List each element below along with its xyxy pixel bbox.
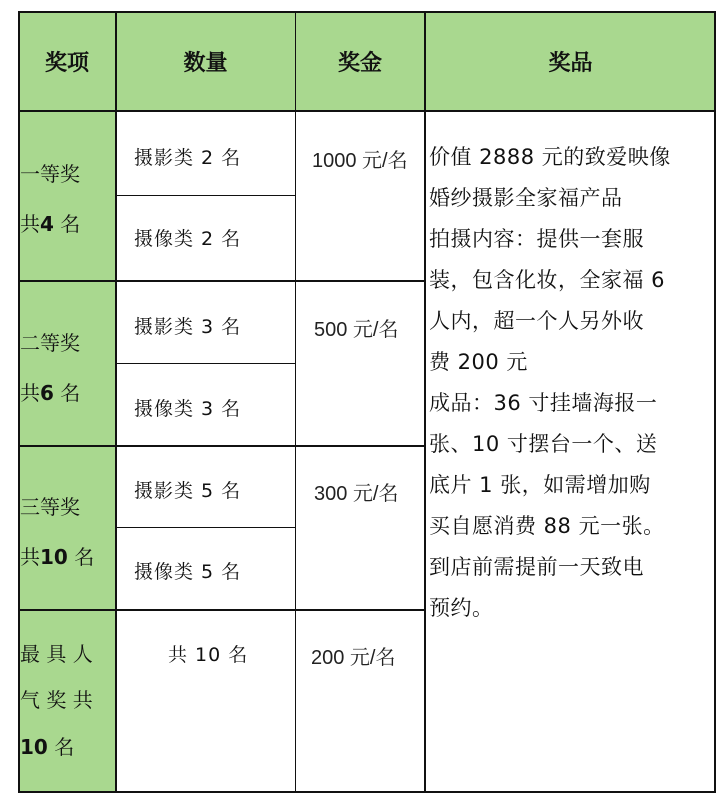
prize-line: 费 200 元 [429, 350, 528, 374]
quantity-photo-third: 摄影类 5 名 [134, 480, 242, 502]
quantity-photo-first: 摄影类 2 名 [134, 147, 242, 169]
award-count-second: 共6 名 [20, 381, 81, 405]
award-cell-third [18, 446, 116, 610]
prize-line: 人内，超一个人另外收 [429, 309, 644, 333]
prize-line: 拍摄内容：提供一套服 [429, 227, 644, 251]
prize-line: 婚纱摄影全家福产品 [429, 186, 623, 210]
header-award: 奖项 [18, 11, 116, 111]
amount-third: 300 元/名 [314, 483, 399, 505]
prize-description [429, 137, 671, 629]
amount-first: 1000 元/名 [312, 150, 408, 172]
header-bonus: 奖金 [295, 11, 425, 111]
prize-line: 成品：36 寸挂墙海报一 [429, 391, 658, 415]
prize-line: 张、10 寸摆台一个、送 [429, 432, 658, 456]
award-name-second: 二等奖 [20, 331, 80, 355]
quantity-video-first: 摄像类 2 名 [134, 228, 242, 250]
award-name-first: 一等奖 [20, 162, 80, 186]
prize-line: 预约。 [429, 596, 494, 620]
award-count-third: 共10 名 [20, 545, 95, 569]
quantity-popular: 共 10 名 [168, 644, 249, 666]
award-name-third: 三等奖 [20, 495, 80, 519]
prize-line: 价值 2888 元的致爱映像 [429, 145, 671, 169]
award-name-popular-line2: 气 奖 共 [20, 688, 93, 712]
award-name-popular-line1: 最 具 人 [20, 642, 93, 666]
header-quantity: 数量 [116, 11, 295, 111]
award-cell-first [18, 111, 116, 281]
amount-popular: 200 元/名 [311, 647, 396, 669]
quantity-photo-second: 摄影类 3 名 [134, 316, 242, 338]
header-prize: 奖品 [425, 11, 716, 111]
prize-line: 装，包含化妆，全家福 6 [429, 268, 666, 292]
prize-line: 买自愿消费 88 元一张。 [429, 514, 665, 538]
award-count-popular: 10 名 [20, 735, 75, 759]
award-count-first: 共4 名 [20, 212, 81, 236]
amount-second: 500 元/名 [314, 319, 399, 341]
prize-table [18, 11, 716, 793]
quantity-video-third: 摄像类 5 名 [134, 561, 242, 583]
quantity-video-second: 摄像类 3 名 [134, 398, 242, 420]
award-cell-second [18, 281, 116, 446]
prize-line: 底片 1 张，如需增加购 [429, 473, 651, 497]
prize-line: 到店前需提前一天致电 [429, 555, 644, 579]
